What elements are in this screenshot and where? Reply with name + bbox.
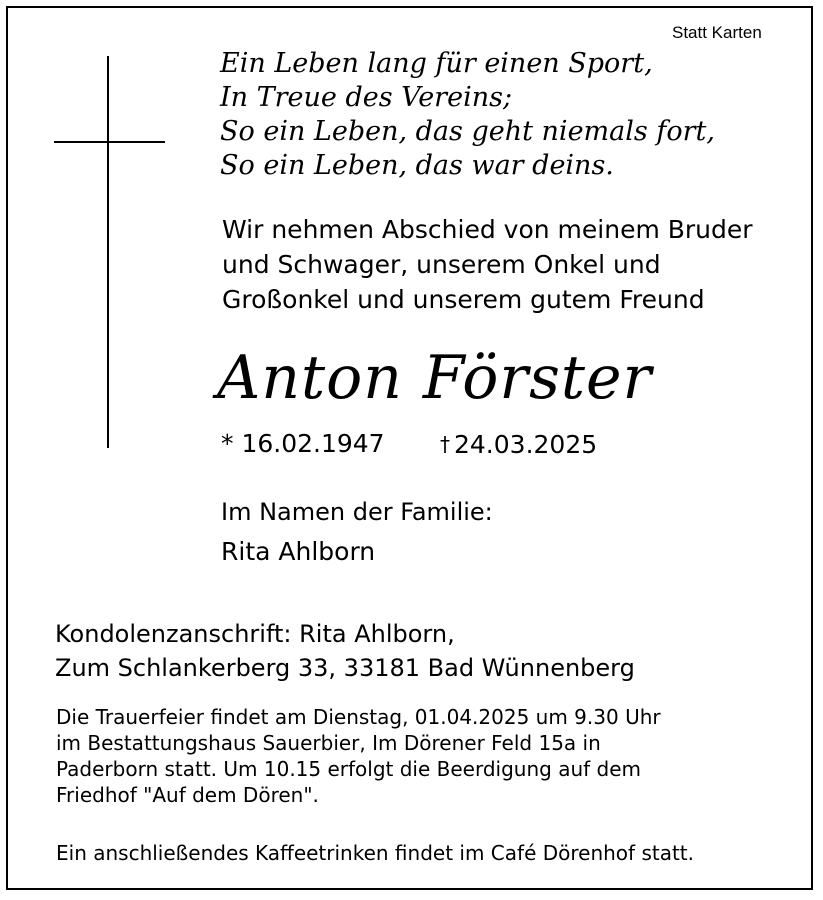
family-signature-intro: Im Namen der Familie: [221,498,493,526]
intro-line: Großonkel und unserem gutem Freund [222,285,705,314]
address-line: Kondolenzanschrift: Rita Ahlborn, [55,620,455,648]
ceremony-line: Friedhof "Auf dem Dören". [56,783,319,807]
coffee-reception-note: Ein anschließendes Kaffeetrinken findet im Café Dörenhof statt. [56,841,694,865]
memorial-poem [220,47,715,183]
farewell-intro [222,212,753,317]
funeral-details [56,704,661,808]
intro-line: Wir nehmen Abschied von meinem Bruder [222,215,753,244]
ceremony-line: Die Trauerfeier findet am Dienstag, 01.04.2025 um 9.30 Uhr [56,705,661,729]
condolence-address [55,617,635,685]
death-date: 24.03.2025 [454,430,598,459]
poem-line: So ein Leben, das geht niemals fort, [220,116,715,147]
statt-karten-note: Statt Karten [672,23,762,42]
poem-line: Ein Leben lang für einen Sport, [220,48,653,79]
intro-line: und Schwager, unserem Onkel und [222,250,661,279]
death-date-group [440,427,597,462]
dagger-icon: † [440,432,450,456]
cross-icon-horizontal-bar [54,141,165,143]
poem-line: So ein Leben, das war deins. [220,150,614,181]
address-line: Zum Schlankerberg 33, 33181 Bad Wünnenberg [55,654,635,682]
birth-date: * 16.02.1947 [221,429,385,458]
poem-line: In Treue des Vereins; [220,82,513,113]
ceremony-line: im Bestattungshaus Sauerbier, Im Dörener Feld 15a in [56,731,601,755]
cross-icon-vertical-bar [107,56,109,448]
ceremony-line: Paderborn statt. Um 10.15 erfolgt die Beerdigung auf dem [56,757,642,781]
family-signature-name: Rita Ahlborn [221,537,376,566]
deceased-name: Anton Förster [217,343,653,413]
